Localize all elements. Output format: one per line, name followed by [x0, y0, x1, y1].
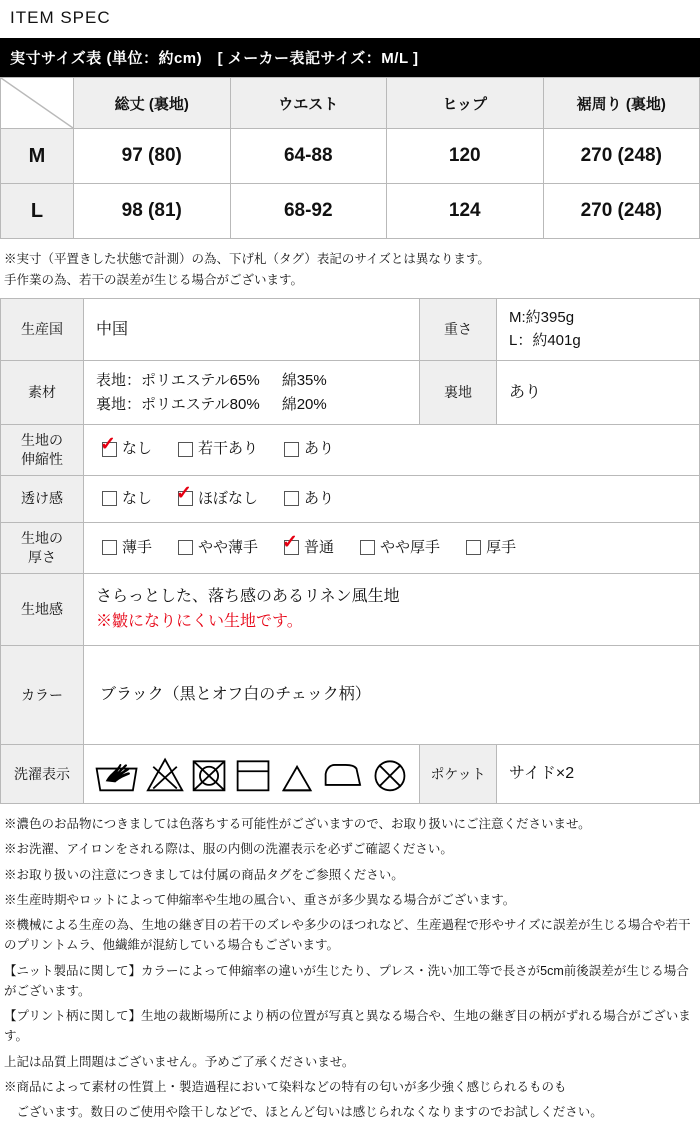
spec-row-origin [1, 299, 700, 361]
size-table [0, 77, 700, 239]
spec-row-sheer [1, 475, 700, 523]
spec-label-lining: 裏地 [420, 361, 497, 425]
spec-row-color [1, 646, 700, 745]
stretch-option-slight[interactable] [178, 438, 258, 461]
sheer-option-none-label: なし [122, 489, 153, 507]
sheer-option-none[interactable] [102, 488, 152, 511]
material-face-cotton: 綿35% [281, 372, 327, 390]
hand-wash-icon [93, 752, 140, 796]
sheer-checkbox-group [96, 484, 687, 515]
footer-note-1: ※濃色のお品物につきましては色落ちする可能性がございますので、お取り扱いにご注意くださいませ。 [4, 817, 591, 831]
size-cell-m-hip: 120 [387, 129, 544, 184]
size-row-label-l: L [1, 184, 74, 239]
no-tumble-dry-icon [190, 752, 228, 796]
spec-value-stretch [84, 424, 700, 475]
dry-flat-icon [234, 752, 272, 796]
no-dryclean-icon [370, 752, 410, 796]
material-lining-fabric: 裏地：ポリエステル80% [96, 395, 260, 413]
footer-note-2: ※お洗濯、アイロンをされる際は、服の内側の洗濯表示を必ずご確認ください。 [4, 842, 453, 857]
size-col-header-waist: ウエスト [230, 78, 387, 129]
spec-label-stretch [1, 424, 84, 475]
spec-label-weight: 重さ [420, 299, 497, 361]
footer-note-4: ※生産時期やロットによって伸縮率や生地の風合い、重さが多少異なる場合がございます。 [4, 892, 516, 907]
sheer-option-almost-none[interactable] [178, 488, 258, 511]
checkbox-checked-icon[interactable] [102, 442, 117, 457]
spec-value-material [84, 361, 420, 425]
spec-label-thickness [1, 523, 84, 574]
feel-line-2: ※皺になりにくい生地です。 [96, 613, 303, 631]
iron-icon [322, 752, 364, 796]
page-title: ITEM SPEC [10, 8, 111, 27]
spec-label-stretch-line1: 生地の [21, 431, 63, 448]
spec-value-origin: 中国 [84, 299, 420, 361]
wash-icon-group [85, 746, 418, 802]
size-cell-m-hem: 270 (248) [543, 129, 700, 184]
size-table-header-row [1, 78, 700, 129]
sheer-option-almost-none-label: ほぼなし [198, 489, 259, 507]
footer-note-3: ※お取り扱いの注意につきましては付属の商品タグをご参照ください。 [4, 867, 404, 882]
spec-label-thickness-line2: 厚さ [28, 548, 56, 565]
size-table-heading: 実寸サイズ表 (単位：約cm) [ メーカー表記サイズ：M/L ] [0, 38, 700, 77]
spec-label-feel: 生地感 [1, 573, 84, 645]
thickness-option-thick-label: 厚手 [486, 538, 517, 556]
footer-notes [0, 804, 700, 1141]
spec-label-origin: 生産国 [1, 299, 84, 361]
stretch-option-none-label: なし [122, 440, 153, 458]
size-col-header-hem: 裾周り (裏地) [543, 78, 700, 129]
spec-label-sheer: 透け感 [1, 475, 84, 523]
footer-note-7: 【プリント柄に関して】生地の裁断場所により柄の位置が写真と異なる場合や、生地の継ぎ目の柄がずれる場合がございます。 [4, 1009, 691, 1044]
checkbox-icon[interactable] [102, 491, 117, 506]
spec-row-wash [1, 745, 700, 804]
thickness-option-thin-label: 薄手 [122, 538, 153, 556]
stretch-option-none[interactable] [102, 438, 152, 461]
no-bleach-icon [146, 752, 184, 796]
spec-row-feel [1, 573, 700, 645]
weight-line-1: M:約395g [509, 309, 575, 327]
checkbox-icon[interactable] [102, 540, 117, 555]
spec-value-color: ブラック（黒とオフ白のチェック柄） [84, 646, 700, 745]
footer-note-5: ※機械による生産の為、生地の継ぎ目の若干のズレや多少のほつれなど、生産過程で形やサイズに誤差が生じる場合や若干のプリントムラ、他繊維が混紡している場合もございます。 [4, 918, 691, 953]
stretch-option-yes[interactable] [284, 438, 334, 461]
size-col-header-hip: ヒップ [387, 78, 544, 129]
spec-value-thickness [84, 523, 700, 574]
footer-note-10: ございます。数日のご使用や陰干しなどで、ほとんど匂いは感じられなくなりますのでお試しください。 [4, 1105, 603, 1119]
stretch-option-yes-label: あり [304, 440, 335, 458]
size-col-header-length: 総丈 (裏地) [74, 78, 231, 129]
checkbox-checked-icon[interactable] [178, 491, 193, 506]
footer-note-8: 上記は品質上問題はございません。予めご了承くださいませ。 [4, 1054, 355, 1069]
thickness-checkbox-group [96, 533, 687, 564]
checkbox-icon[interactable] [178, 540, 193, 555]
stretch-option-slight-label: 若干あり [198, 440, 259, 458]
material-lining-cotton: 綿20% [281, 395, 327, 413]
size-note-line-2: 手作業の為、若干の誤差が生じる場合がございます。 [4, 272, 304, 287]
size-table-corner-cell [1, 78, 74, 129]
size-cell-l-hem: 270 (248) [543, 184, 700, 239]
thickness-option-somewhat-thin[interactable] [178, 537, 258, 560]
checkbox-icon[interactable] [178, 442, 193, 457]
size-cell-l-length: 98 (81) [74, 184, 231, 239]
thickness-option-thin[interactable] [102, 537, 152, 560]
footer-note-6: 【ニット製品に関して】カラーによって伸縮率の違いが生じたり、プレス・洗い加工等で長さが5cm前後誤差が生じる場合がございます。 [4, 963, 689, 998]
spec-label-material: 素材 [1, 361, 84, 425]
line-dry-icon [278, 752, 316, 796]
thickness-option-normal[interactable] [284, 537, 334, 560]
sheer-option-yes-label: あり [304, 489, 335, 507]
spec-label-wash: 洗濯表示 [1, 745, 84, 804]
checkbox-checked-icon[interactable] [284, 540, 299, 555]
spec-row-stretch [1, 424, 700, 475]
spec-value-pocket: サイド×2 [497, 745, 700, 804]
size-note-line-1: ※実寸（平置きした状態で計測）の為、下げ札（タグ）表記のサイズとは異なります。 [4, 252, 490, 266]
checkbox-icon[interactable] [466, 540, 481, 555]
spec-row-material [1, 361, 700, 425]
spec-label-color: カラー [1, 646, 84, 745]
stretch-checkbox-group [96, 434, 687, 465]
table-row [1, 129, 700, 184]
size-cell-m-waist: 64-88 [230, 129, 387, 184]
spec-value-weight [497, 299, 700, 361]
spec-value-feel [84, 573, 700, 645]
size-row-label-m: M [1, 129, 74, 184]
spec-label-stretch-line2: 伸縮性 [21, 450, 63, 467]
size-table-notes [0, 239, 700, 298]
thickness-option-normal-label: 普通 [304, 538, 335, 556]
spec-label-pocket: ポケット [420, 745, 497, 804]
size-cell-l-hip: 124 [387, 184, 544, 239]
material-line-1 [96, 369, 407, 392]
material-line-2 [96, 393, 407, 416]
thickness-option-somewhat-thick-label: やや厚手 [380, 538, 441, 556]
feel-line-1: さらっとした、落ち感のあるリネン風生地 [96, 587, 400, 605]
weight-line-2: L：約401g [509, 331, 581, 349]
diagonal-slash-icon [1, 78, 73, 128]
spec-value-wash-icons [84, 745, 420, 804]
thickness-option-thick[interactable] [466, 537, 516, 560]
size-cell-m-length: 97 (80) [74, 129, 231, 184]
spec-table [0, 298, 700, 804]
checkbox-icon[interactable] [284, 491, 299, 506]
thickness-option-somewhat-thin-label: やや薄手 [198, 538, 259, 556]
spec-label-thickness-line1: 生地の [21, 530, 63, 547]
spec-value-lining: あり [497, 361, 700, 425]
size-cell-l-waist: 68-92 [230, 184, 387, 239]
thickness-option-somewhat-thick[interactable] [360, 537, 440, 560]
sheer-option-yes[interactable] [284, 488, 334, 511]
table-row [1, 184, 700, 239]
checkbox-icon[interactable] [284, 442, 299, 457]
checkbox-icon[interactable] [360, 540, 375, 555]
spec-value-sheer [84, 475, 700, 523]
footer-note-9: ※商品によって素材の性質上・製造過程において染料などの特有の匂いが多少強く感じられるものも [4, 1079, 567, 1094]
spec-row-thickness [1, 523, 700, 574]
material-face-fabric: 表地：ポリエステル65% [96, 372, 260, 390]
